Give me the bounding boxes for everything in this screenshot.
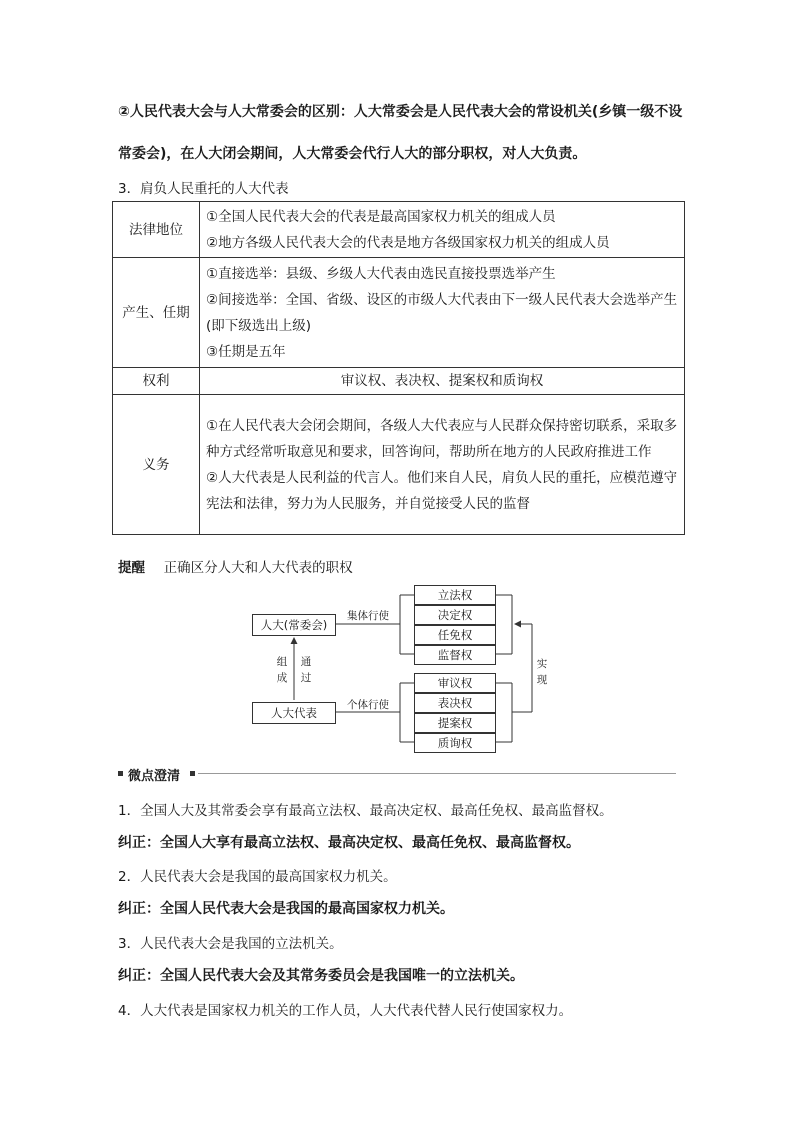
clarify-title: 微点澄清 <box>128 769 181 784</box>
table-cell-line: ②间接选举：全国、省级、设区的市级人大代表由下一级人民代表大会选举产生(即下级选出上级) <box>206 291 678 334</box>
row-content: 审议权、表决权、提案权和质询权 <box>200 368 685 395</box>
reminder <box>118 556 353 576</box>
row-content <box>200 395 685 535</box>
row-content <box>200 258 685 368</box>
table-cell-line: ①全国人民代表大会的代表是最高国家权力机关的组成人员 <box>206 208 556 225</box>
clarify-question-3: 3．人民代表大会是我国的立法机关。 <box>118 936 343 952</box>
table-cell-line: ②人大代表是人民利益的代言人。他们来自人民，肩负人民的重托，应模范遵守宪法和法律，努力为人民服务，并自觉接受人民的监督 <box>206 469 678 512</box>
row-content <box>200 202 685 258</box>
reminder-text: 正确区分人大和人大代表的职权 <box>163 560 353 576</box>
realize-label: 实现 <box>536 658 548 686</box>
through-label: 通过 <box>300 656 312 684</box>
row-head-election-term: 产生、任期 <box>113 258 200 368</box>
power-deliberation: 审议权 <box>414 673 496 693</box>
row-head-rights: 权利 <box>113 368 200 395</box>
power-proposal: 提案权 <box>414 713 496 733</box>
section-divider <box>198 773 676 774</box>
power-voting: 表决权 <box>414 693 496 713</box>
power-appointment: 任免权 <box>414 625 496 645</box>
row-head-legal-status: 法律地位 <box>113 202 200 258</box>
compose-label: 组成 <box>276 656 288 684</box>
reminder-label: 提醒 <box>118 560 145 576</box>
power-supervision: 监督权 <box>414 645 496 665</box>
clarify-fix-3: 纠正：全国人民代表大会及其常务委员会是我国唯一的立法机关。 <box>118 968 524 984</box>
table-cell-line: ①直接选举：县级、乡级人大代表由选民直接投票选举产生 <box>206 265 556 282</box>
clarify-question-4: 4．人大代表是国家权力机关的工作人员，人大代表代替人民行使国家权力。 <box>118 1003 573 1019</box>
npc-box: 人大(常委会) <box>252 614 336 636</box>
clarify-question-1: 1．全国人大及其常委会享有最高立法权、最高决定权、最高任免权、最高监督权。 <box>118 803 613 819</box>
representatives-table <box>112 201 685 535</box>
intro-line-2: 常委会)，在人大闭会期间，人大常委会代行人大的部分职权，对人大负责。 <box>118 146 587 162</box>
row-head-duties: 义务 <box>113 395 200 535</box>
table-row <box>113 395 685 535</box>
table-cell-line: ②地方各级人民代表大会的代表是地方各级国家权力机关的组成人员 <box>206 234 610 251</box>
intro-line-1: ②人民代表大会与人大常委会的区别：人大常委会是人民代表大会的常设机关(乡镇一级不设 <box>118 104 683 120</box>
power-inquiry: 质询权 <box>414 733 496 753</box>
section-bullet <box>118 771 123 776</box>
rep-box: 人大代表 <box>252 702 336 724</box>
table-cell-line: ③任期是五年 <box>206 343 286 360</box>
clarify-fix-1: 纠正：全国人大享有最高立法权、最高决定权、最高任免权、最高监督权。 <box>118 835 580 851</box>
table-row <box>113 368 685 395</box>
clarify-fix-2: 纠正：全国人民代表大会是我国的最高国家权力机关。 <box>118 901 454 917</box>
table-row <box>113 202 685 258</box>
individual-label: 个体行使 <box>347 699 389 711</box>
clarify-question-2: 2．人民代表大会是我国的最高国家权力机关。 <box>118 869 397 885</box>
table-cell-line: ①在人民代表大会闭会期间，各级人大代表应与人民群众保持密切联系，采取多种方式经常听取意见和要求，回答询问，帮助所在地方的人民政府推进工作 <box>206 417 678 460</box>
collective-label: 集体行使 <box>347 610 389 622</box>
table-row <box>113 258 685 368</box>
section-heading: 3．肩负人民重托的人大代表 <box>118 181 289 197</box>
section-bullet <box>190 771 195 776</box>
power-legislation: 立法权 <box>414 585 496 605</box>
power-decision: 决定权 <box>414 605 496 625</box>
